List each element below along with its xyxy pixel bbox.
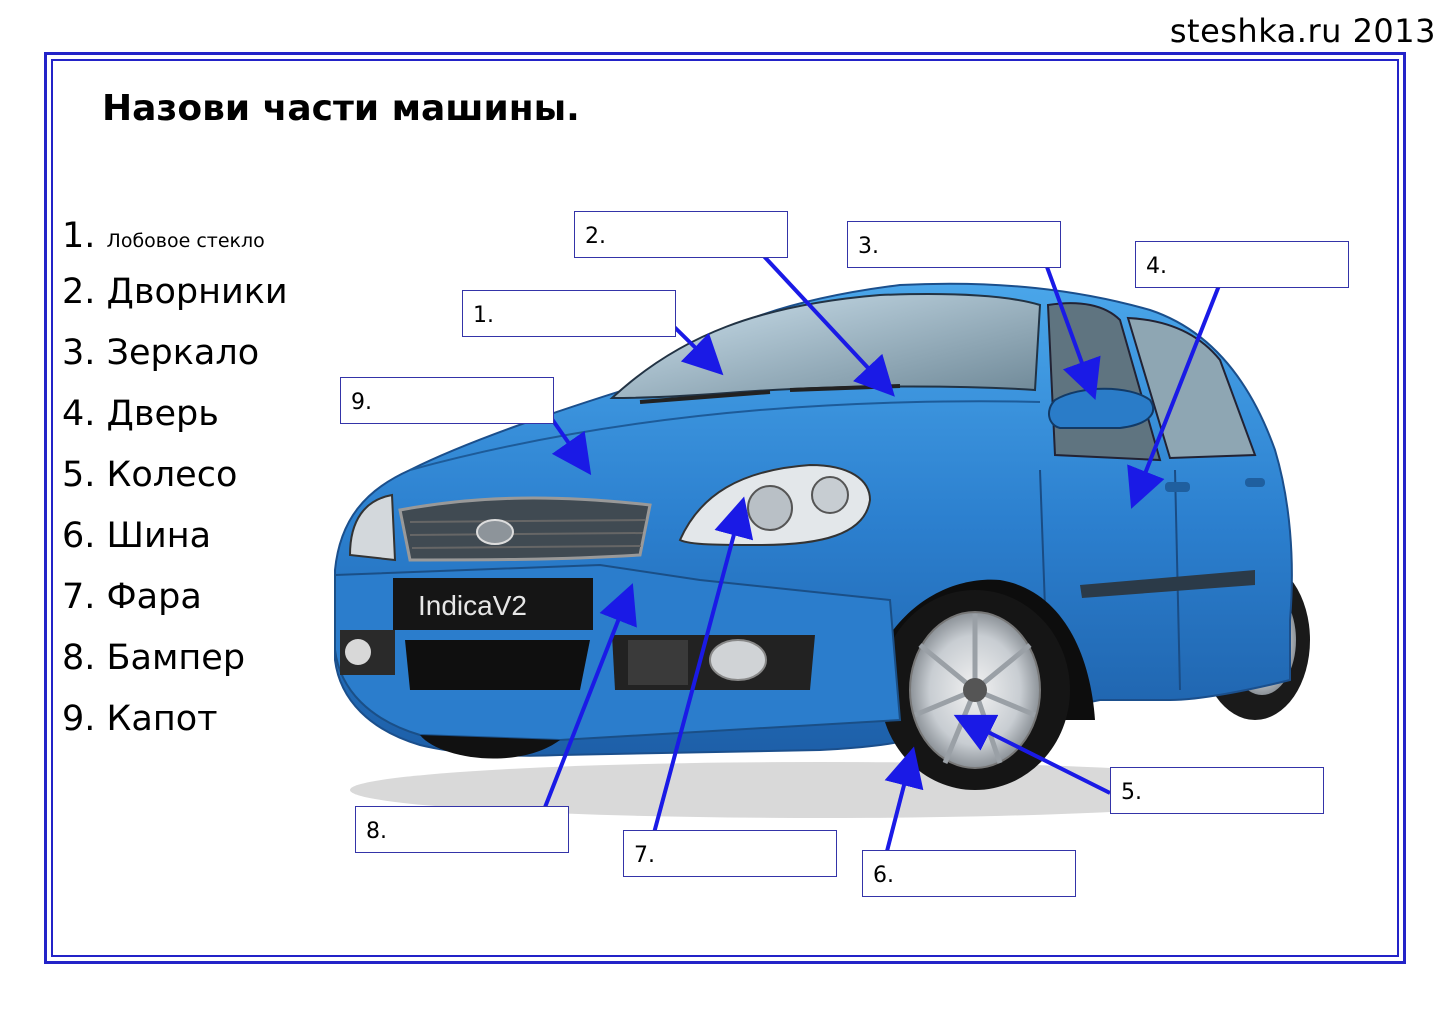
- lower-grille: [405, 640, 590, 690]
- headlight-left: [350, 495, 395, 560]
- label-box-9[interactable]: 9.: [340, 377, 554, 424]
- answer-item: 4. Дверь: [62, 394, 219, 434]
- label-box-3[interactable]: 3.: [847, 221, 1061, 268]
- grille: [400, 498, 650, 560]
- label-box-4[interactable]: 4.: [1135, 241, 1349, 288]
- label-box-6[interactable]: 6.: [862, 850, 1076, 897]
- car-badge-text: IndicaV2: [418, 590, 527, 621]
- answer-item: 2. Дворники: [62, 272, 288, 312]
- label-box-5[interactable]: 5.: [1110, 767, 1324, 814]
- logo: [477, 520, 513, 544]
- answer-item: 7. Фара: [62, 577, 202, 617]
- label-box-1[interactable]: 1.: [462, 290, 676, 337]
- answer-item: 9. Капот: [62, 699, 218, 739]
- side-mirror: [1049, 389, 1153, 428]
- fog-lamp-left: [345, 639, 371, 665]
- label-box-8[interactable]: 8.: [355, 806, 569, 853]
- windshield: [612, 294, 1040, 398]
- fog-lamp-right: [710, 640, 766, 680]
- door-handle: [1165, 482, 1190, 492]
- answer-item: 3. Зеркало: [62, 333, 260, 373]
- answer-item: 8. Бампер: [62, 638, 246, 678]
- answer-item: 5. Колесо: [62, 455, 238, 495]
- label-box-2[interactable]: 2.: [574, 211, 788, 258]
- site-watermark: steshka.ru 2013: [1169, 12, 1436, 50]
- answer-item: 1. Лобовое стекло: [62, 216, 265, 256]
- label-box-7[interactable]: 7.: [623, 830, 837, 877]
- worksheet-title: Назови части машины.: [102, 88, 580, 129]
- answer-item: 6. Шина: [62, 516, 212, 556]
